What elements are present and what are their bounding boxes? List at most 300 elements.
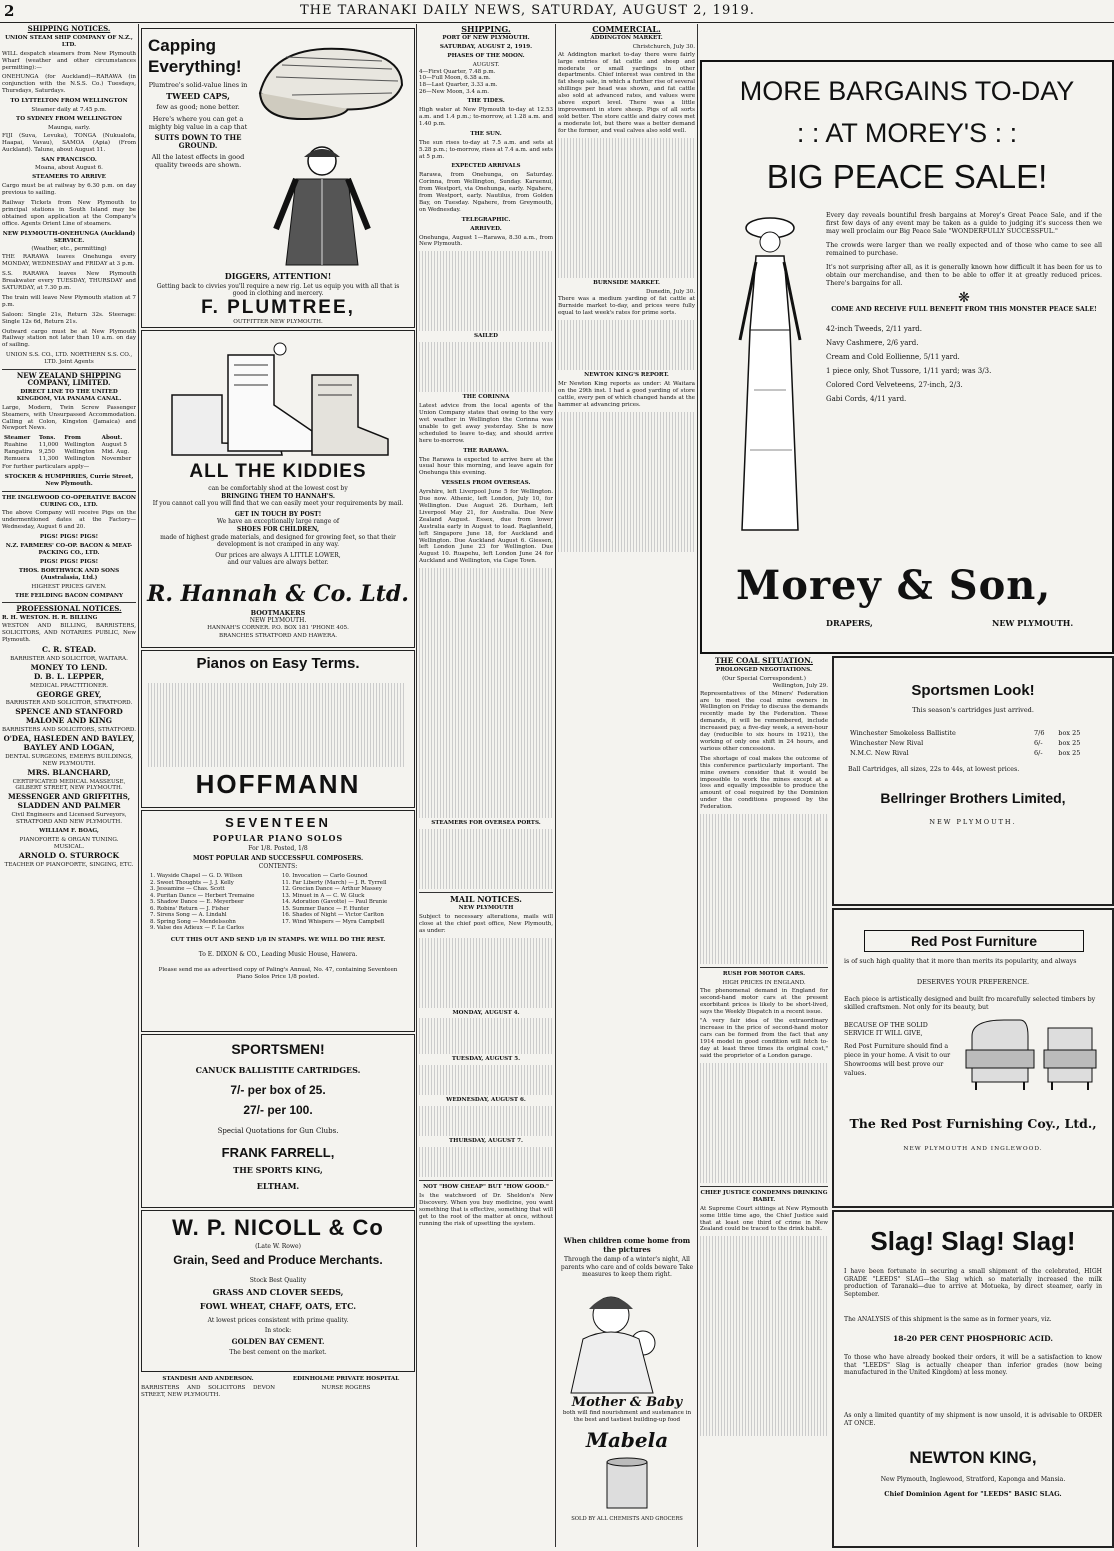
rush-heading: RUSH FOR MOTOR CARS.	[722, 971, 806, 978]
bayley-heading: BAYLEY AND LOGAN,	[23, 742, 115, 752]
feilding-heading: THE FEILDING BACON COMPANY	[15, 592, 123, 599]
grey-text: BARRISTER AND SOLICITOR, STRATFORD.	[5, 700, 133, 707]
moon-item: 18—Last Quarter, 3.33 a.m.	[419, 82, 498, 89]
cartridge-price-table	[848, 728, 1100, 758]
deserves-preference: DESERVES YOUR PREFERENCE.	[916, 978, 1030, 986]
nz-farmers-heading: N.Z. FARMERS' CO-OP. BACON & MEAT-PACKING CO., LTD.	[5, 543, 133, 556]
not-how-cheap: NOT "HOW CHEAP" BUT "HOW GOOD."	[423, 1184, 549, 1191]
few-good: few as good; none better.	[156, 103, 240, 111]
table-cell: 6/-	[1034, 739, 1043, 747]
coal-text-block	[700, 814, 828, 964]
tweed-cap-illustration	[252, 35, 408, 127]
table-row	[848, 738, 1100, 748]
wednesday-text-block	[419, 1106, 553, 1136]
solo-list-right	[282, 873, 410, 925]
civvies-text: Getting back to civvies you'll require a new rig. Let us equip you with all that is good in clothing and mercery.	[156, 283, 400, 297]
rush-text-2: "A very fair idea of the extraordinary increase in the price of second-hand motor cars can be formed from the fact that any 1914 model in good condition will fetch to-day at least three times its original cost," said the proprietor of a London garage.	[700, 1018, 828, 1059]
chief-justice-text-block	[700, 1236, 828, 1436]
slag-analysis: The ANALYSIS of this shipment is the same as in former years, viz.	[844, 1316, 1052, 1323]
morey-np: NEW PLYMOUTH.	[992, 618, 1074, 628]
table-cell: 7/6	[1034, 729, 1045, 737]
price-per-100: 27/- per 100.	[243, 1103, 313, 1117]
rush-text: The phenomenal demand in England for second-hand motor cars at the present exorbitant prices is likely to be short-lived, says the Weekly Dispatch in a recent issue.	[700, 987, 828, 1015]
shortage-text: The shortage of coal makes the outcome of this conference particularly important. The mine owners consider that it would be impossible to work the mines except at a loss and equally impossible to produce the amount of coal required by the Dominion under the conditions proposed by the Federation.	[700, 755, 828, 811]
spence-heading: SPENCE AND STANFORD	[15, 707, 123, 717]
list-item: 17. Wind Whispers — Myra Campbell	[282, 918, 385, 925]
red-post-text: is of such high quality that it more than merits its popularity, and always	[844, 958, 1077, 965]
kiddies-text: can be comfortably shod at the lowest cost by	[208, 485, 348, 492]
table-header-cell: From	[64, 435, 81, 442]
list-item: 5. Shadow Dance — E. Meyerbeer	[150, 899, 244, 905]
monday-heading: MONDAY, AUGUST 4.	[452, 1009, 520, 1016]
wednesday-heading: WEDNESDAY, AUGUST 6.	[446, 1097, 526, 1104]
branches: BRANCHES STRATFORD AND HAWERA.	[218, 633, 338, 639]
nurse-rogers: NURSE ROGERS	[321, 1384, 371, 1391]
morey-text-2: The crowds were larger than we really expected and of those who came to see all remained to purchase.	[826, 242, 1102, 257]
corinna-heading: THE CORINNA	[462, 394, 510, 401]
cap-chance: Here's where you can get a mighty big value in a cap that	[148, 115, 248, 131]
messenger-heading: MESSENGER AND GRIFFITHS,	[7, 792, 131, 802]
newton-king-name: NEWTON KING,	[909, 1448, 1037, 1467]
bringing-line: BRINGING THEM TO HANNAH'S.	[221, 492, 335, 500]
column-rule	[416, 24, 417, 1547]
list-item: Colored Cord Velveteens, 27-inch, 2/3.	[826, 381, 963, 389]
cannot-call: If you cannot call you will find that we can easily meet your requirements by mail.	[152, 500, 404, 508]
column-rule	[138, 24, 139, 1547]
overseas-heading: VESSELS FROM OVERSEAS.	[441, 480, 531, 487]
soldier-illustration	[262, 139, 382, 269]
table-header-cell: Tons.	[38, 435, 56, 442]
farrell-ad	[141, 1034, 415, 1208]
mother-baby-illustration	[561, 1285, 693, 1395]
price-per-25: 7/- per box of 25.	[230, 1083, 326, 1097]
train-text: The train will leave New Plymouth station at 7 p.m.	[2, 294, 136, 308]
list-item: 10. Invocation — Carlo Gounod	[282, 873, 368, 879]
plumtree-lines: Plumtree's solid-value lines in	[148, 81, 248, 89]
borthwick-heading: THOS. BORTHWICK AND SONS (Australasia, Ltd.)	[18, 567, 120, 581]
table-cell: Rangatira	[4, 449, 33, 456]
moon-phases: PHASES OF THE MOON.	[447, 52, 525, 59]
stead-text: BARRISTER AND SOLICITOR, WAITARA.	[10, 655, 128, 662]
list-item: Cream and Cold Eollienne, 5/11 yard.	[826, 353, 960, 361]
when-children: When children come home from the pictures	[563, 1236, 691, 1254]
newton-text: Mr Newton King reports as under: At Waitara on the 29th inst. I had a good yarding of store cattle, every pen of which changed hands at the hammer at advancing prices.	[558, 381, 695, 408]
get-in-touch: GET IN TOUCH BY POST!	[234, 510, 322, 518]
sturrock-text: TEACHER OF PIANOFORTE, SINGING, ETC.	[4, 861, 134, 868]
outfitter-line: OUTFITTER NEW PLYMOUTH.	[233, 319, 323, 325]
newton-king-report: NEWTON KING'S REPORT.	[584, 372, 669, 379]
list-item: 13. Minuet in A — C. W. Gluck	[282, 892, 365, 899]
wellington-date: Wellington, July 29.	[772, 682, 828, 689]
table-cell: August 5	[101, 442, 127, 449]
table-cell: 11,000	[38, 442, 59, 449]
union-company-heading: UNION STEAM SHIP COMPANY OF N.Z., LTD.	[5, 34, 133, 48]
shipping-notices-heading: SHIPPING NOTICES.	[27, 24, 111, 33]
maunga: Maunga, early.	[47, 124, 91, 131]
morey-body	[826, 212, 1102, 406]
rarawa-text: The Rarawa is expected to arrive here at the usual hour this morning, and leave again for Onehunga this evening.	[419, 456, 553, 477]
special-correspondent: (Our Special Correspondent.)	[722, 675, 806, 682]
red-post-company: The Red Post Furnishing Coy., Ltd.,	[849, 1116, 1097, 1131]
expected-text: Rarawa, from Onehunga, on Saturday. Corinna, from Wellington, Sunday. Karuenui, from Westport, via Onehunga, early. Ngahere, from Westport, early. Nautilus, from Golden Bay, on Tuesday. Ngahere, from Greymouth, on Wednesday.	[419, 172, 553, 213]
order-at-once: As only a limited quantity of my shipment is now unsold, it is advisable to ORDER AT ONCE.	[844, 1412, 1102, 1427]
shipping-date: SATURDAY, AUGUST 2, 1919.	[439, 43, 533, 50]
lepper-text: MEDICAL PRACTITIONER.	[29, 682, 109, 689]
list-item: 6. Robins' Return — J. Fisher	[150, 905, 230, 912]
list-item: Gabi Cords, 4/11 yard.	[826, 395, 907, 403]
list-item: 2. Sweet Thoughts — J. J. Kelly	[150, 879, 234, 886]
large-steamers: Large, Modern, Twin Screw Passenger Steamers, with Unsurpassed Accommodation. Calling at Colon, Kingston (Jamaica) and Newport News.	[2, 404, 136, 432]
page-title: THE TARANAKI DAILY NEWS, SATURDAY, AUGUST 2, 1919.	[300, 3, 755, 18]
hannah-ad	[141, 330, 415, 648]
addington-heading: ADDINGTON MARKET.	[590, 34, 663, 41]
mail-text-block	[419, 938, 553, 1008]
in-stock: In stock:	[264, 1327, 292, 1334]
list-item: 3. Jessamine — Chas. Scott	[150, 886, 225, 892]
piano-price-table	[148, 683, 406, 767]
sold-by: SOLD BY ALL CHEMISTS AND GROCERS	[571, 1515, 683, 1522]
lepper-heading: D. B. L. LEPPER,	[33, 671, 105, 681]
list-item: 42-inch Tweeds, 2/11 yard.	[826, 325, 923, 333]
august-label: AUGUST.	[472, 61, 500, 68]
burnside-text-block	[558, 320, 695, 370]
addington-text: At Addington market to-day there were fairly large entries of fat cattle and sheep and moderate or small yardings in other departments. Chief interest was centred in the fat sheep sale, in which a further rise of several shillings per head was shown, and fat cattle also sold at advanced rates, and values were above export level. There was a little improvement in store sheep. Pigs of all sorts sold better. The store cattle and dairy cows met a moderate lot, but there was a better demand for the former, and veal calves also sold well.	[558, 51, 695, 134]
list-item: 1. Wayside Chapel — G. D. Wilson	[150, 873, 243, 879]
red-post-title: Red Post Furniture	[864, 930, 1084, 952]
price-line: For 1/8. Posted, 1/8	[248, 845, 308, 852]
drapers: DRAPERS,	[826, 618, 873, 628]
steamers-overseas-heading: STEAMERS FOR OVERSEA PORTS.	[431, 820, 541, 827]
mail-notices-heading: MAIL NOTICES.	[450, 894, 522, 905]
table-cell: Winchester Smokeless Ballistite	[850, 729, 956, 737]
sturrock-heading: ARNOLD O. STURROCK	[18, 850, 120, 860]
inglewood-heading: THE INGLEWOOD CO-OPERATIVE BACON CURING CO., LTD.	[2, 494, 136, 508]
ball-cartridges: Ball Cartridges, all sizes, 22s to 44s, at lowest prices.	[848, 766, 1020, 773]
newton-king-places: New Plymouth, Inglewood, Stratford, Kaponga and Mansia.	[880, 1476, 1066, 1483]
column-rule	[697, 24, 698, 1547]
pianos-title: Pianos on Easy Terms.	[196, 655, 360, 672]
steamers-to-arrive: STEAMERS TO ARRIVE	[32, 174, 106, 181]
telegraphic-heading: TELEGRAPHIC.	[461, 216, 511, 223]
standish-text: BARRISTERS AND SOLICITORS DEVON STREET, NEW PLYMOUTH.	[141, 1384, 275, 1398]
monday-text-block	[419, 1018, 553, 1054]
capping-title: Capping Everything!	[148, 36, 242, 76]
list-item: Navy Cashmere, 2/6 yard.	[826, 339, 919, 347]
seventeen: SEVENTEEN	[225, 815, 331, 830]
diggers-attention: DIGGERS, ATTENTION!	[224, 271, 332, 281]
sun-heading: THE SUN.	[470, 130, 502, 137]
hannah-corner: HANNAH'S CORNER. P.O. BOX 181 'PHONE 405.	[207, 625, 349, 631]
sailed-text-block	[419, 342, 553, 392]
nicoll-name: W. P. NICOLL & Co	[172, 1215, 384, 1240]
table-header-row	[2, 435, 136, 442]
stock-best: Stock Best Quality	[249, 1277, 307, 1284]
list-item: 11. Far Liberty (March) — J. R. Tyrrell	[282, 879, 387, 886]
chief-justice-heading: CHIEF JUSTICE CONDEMNS DRINKING HABIT.	[700, 1189, 828, 1203]
not-how-text: Is the watchword of Dr. Sheldon's New Discovery. When you buy medicine, you want something that is effective, something that will get to the root of the matter at once, without running the risk of upsetting the system.	[419, 1193, 553, 1227]
highest-prices: HIGHEST PRICES GIVEN.	[31, 583, 107, 590]
onehunga-text: ONEHUNGA (for Auckland)—RARAWA (in conjunction with the N.S.S. Co.) Tuesdays, Thursdays, Saturdays.	[2, 74, 136, 95]
table-row	[848, 728, 1100, 738]
steamers-text-block	[419, 829, 553, 889]
mabela-tin-icon	[597, 1456, 657, 1512]
each-piece-text: Each piece is artistically designed and built fro mcarefully selected timbers by skilled craftsmen. Not only for its beauty, but	[844, 996, 1096, 1011]
contents: CONTENTS:	[258, 863, 298, 870]
hannah-np: NEW PLYMOUTH.	[249, 617, 307, 624]
piano-solos-ad	[141, 810, 415, 1032]
thursday-text-block	[419, 1147, 553, 1177]
rarawa-text: THE RARAWA leaves Onehunga every MONDAY, WEDNESDAY and FRIDAY at 3 p.m.	[2, 254, 136, 268]
table-row	[848, 748, 1100, 758]
shipping-column	[419, 24, 553, 1548]
shipping-notices-column	[2, 24, 136, 1548]
ornament-icon: ❋	[958, 290, 970, 306]
musical-heading: MUSICAL.	[53, 843, 85, 850]
stocker-humphries: STOCKER & HUMPHRIES, Currie Street, New Plymouth.	[4, 473, 134, 487]
particulars: For further particulars apply—	[2, 463, 90, 470]
steamer-daily: Steamer daily at 7.45 p.m.	[31, 107, 107, 114]
tuesday-text-block	[419, 1065, 553, 1095]
mail-text: Subject to necessary alterations, mails will close at the chief post office, New Plymouth, as under:	[419, 913, 553, 934]
blanchard-heading: MRS. BLANCHARD,	[27, 767, 111, 777]
overseas-text-block	[419, 568, 553, 818]
burnside-heading: BURNSIDE MARKET.	[593, 279, 660, 286]
direct-line: DIRECT LINE TO THE UNITED KINGDOM, VIA PANAMA CANAL.	[16, 388, 122, 402]
plumtree-text	[146, 81, 250, 169]
boag-text: PIANOFORTE & ORGAN TUNING.	[19, 836, 119, 843]
arrivals-text-block	[419, 251, 553, 331]
to-lyttelton: TO LYTTELTON FROM WELLINGTON	[10, 98, 128, 105]
list-item: 7. Sirens Song — A. Lindahl	[150, 912, 227, 918]
standish-notice	[141, 1374, 275, 1544]
plumtree-ad	[141, 28, 415, 328]
shoes-heading: SHOES FOR CHILDREN,	[236, 525, 320, 533]
hoffmann: HOFFMANN	[195, 769, 361, 799]
grain-merchants: Grain, Seed and Produce Merchants.	[173, 1253, 383, 1267]
column-rule	[555, 24, 556, 1547]
table-cell: 9,250	[38, 449, 55, 456]
table-cell: November	[101, 456, 132, 463]
union-agents: UNION S.S. CO., LTD. NORTHERN S.S. CO., LTD. Joint Agents	[5, 352, 133, 366]
range-text: We have an exceptionally large range of	[216, 518, 340, 526]
commercial-column	[558, 24, 695, 644]
table-header-cell: About.	[101, 435, 123, 442]
leeds-agent: Chief Dominion Agent for "LEEDS" BASIC SLAG.	[884, 1490, 1062, 1498]
red-post-ad	[832, 908, 1114, 1208]
corinna-text: Latest advice from the local agents of the Union Company states that owing to the very wet weather in Wellington the Corinna was unable to get away yesterday. She is now scheduled to leave to-day, and should arrive here to-morrow.	[419, 403, 553, 444]
news-column	[700, 656, 828, 1544]
kiddies-body	[148, 485, 408, 567]
pigs-heading: PIGS! PIGS! PIGS!	[39, 534, 99, 541]
table-cell: 6/-	[1034, 749, 1043, 757]
tides-text: High water at New Plymouth to-day at 12.53 a.m. and 1.4 p.m.; to-morrow, at 1.28 a.m. and 1.40 p.m.	[419, 107, 553, 127]
mabela-ad	[558, 1236, 696, 1544]
table-row	[2, 442, 136, 449]
golden-bay-cement: GOLDEN BAY CEMENT.	[231, 1337, 325, 1346]
eltham: ELTHAM.	[256, 1181, 300, 1191]
tides-heading: THE TIDES.	[467, 98, 505, 105]
list-item: 8. Spring Song — Mendelssohn	[150, 918, 236, 925]
slag-text-2: To those who have already booked their orders, it will be a satisfaction to know that "LEEDS" Slag is actually cheaper than inferior grades (now being manufactured in the United Kingdom) at less money.	[844, 1354, 1102, 1377]
np-onehunga-service: NEW PLYMOUTH-ONEHUNGA (Auckland) SERVICE.	[2, 230, 136, 244]
suits-down: SUITS DOWN TO THE GROUND.	[154, 133, 242, 150]
coal-heading: THE COAL SITUATION.	[714, 656, 814, 665]
table-cell: Winchester New Rival	[850, 739, 924, 747]
sladden-text: Civil Engineers and Licensed Surveyors, STRATFORD AND NEW PLYMOUTH.	[11, 812, 127, 826]
sportsmen-title: SPORTSMEN!	[231, 1041, 325, 1057]
bellringer-np: NEW PLYMOUTH.	[929, 818, 1017, 826]
newton-text-block	[558, 412, 695, 552]
addington-date: Christchurch, July 30.	[632, 43, 695, 50]
shoes-text: made of highest grade materials, and designed for growing feet, so that their development is not cramped in any way.	[160, 533, 396, 549]
solo-list-left	[150, 873, 278, 932]
table-header-cell: Steamer	[4, 435, 31, 442]
list-item: 14. Adoration (Gavotte) — Paul Brunie	[282, 899, 388, 905]
coal-text: Representatives of the Miners' Federation are to meet the coal mine owners in Wellington on Friday to discuss the demands recently made by the Federation. These demands, it will be remembered, include increased pay, a five-day week, a seven-hour day (reducible to six hours in 1921), the working of only one shift in 24 hours, and various other concessions.	[700, 690, 828, 752]
latest-effects: All the latest effects in good quality tweeds are shown.	[151, 153, 245, 169]
bellringer-name: Bellringer Brothers Limited,	[880, 790, 1066, 806]
table-row	[2, 456, 136, 463]
armchair-illustration	[964, 1016, 1100, 1092]
list-item: 4. Puritan Dance — Herbert Tremaine	[150, 892, 255, 899]
cartridges-arrived: This season's cartridges just arrived.	[912, 706, 1034, 714]
moon-item: 26—New Moon, 3.4 a.m.	[419, 89, 489, 96]
late-rowe: (Late W. Rowe)	[255, 1243, 301, 1250]
table-cell: 11,300	[38, 456, 59, 463]
gun-club-quotations: Special Quotations for Gun Clubs.	[217, 1127, 339, 1135]
prices-lower: Our prices are always A LITTLE LOWER,	[215, 551, 341, 559]
grey-heading: GEORGE GREY,	[36, 689, 102, 699]
morey-text-1: Every day reveals bountiful fresh bargains at Morey's Great Peace Sale, and if the first few days of any event may be taken as a guide to judging it's success then we may well proclaim our Big Peace Sale "WONDERFULLY SUCCESSFUL."	[826, 212, 1102, 235]
to-sydney: TO SYDNEY FROM WELLINGTON	[16, 115, 122, 122]
sladden-heading: SLADDEN AND PALMER	[17, 801, 121, 811]
lady-figure-illustration	[724, 210, 814, 540]
dixon-address: To E. DIXON & CO., Leading Music House, Hawera.	[198, 951, 358, 958]
fowl-wheat: FOWL WHEAT, CHAFF, OATS, ETC.	[199, 1301, 357, 1311]
port-heading: PORT OF NEW PLYMOUTH.	[442, 34, 530, 41]
sports-king: THE SPORTS KING,	[233, 1165, 323, 1175]
farrell-name: FRANK FARRELL,	[221, 1145, 335, 1160]
phosphoric-acid: 18-20 PER CENT PHOSPHORIC ACID.	[893, 1334, 1053, 1343]
moon-item: 4—First Quarter, 7.48 p.m.	[419, 68, 496, 75]
moana: Moana, about August 6.	[35, 165, 103, 172]
ss-rarawa-text: S.S. RARAWA leaves New Plymouth Breakwater every TUESDAY, THURSDAY and SATURDAY, at 7.30 p.m.	[2, 271, 136, 291]
list-item: 9. Valse des Adieux — F. Le Carlos	[150, 925, 245, 931]
page-number: 2	[4, 2, 15, 20]
nicoll-ad	[141, 1210, 415, 1372]
table-cell: Mid. Aug.	[101, 449, 130, 456]
at-moreys: : : AT MOREY'S : :	[796, 118, 1018, 148]
composers: MOST POPULAR AND SUCCESSFUL COMPOSERS.	[192, 855, 364, 862]
mail-np: NEW PLYMOUTH	[458, 904, 514, 911]
boag-heading: WILLIAM F. BOAG,	[39, 828, 99, 834]
table-cell: Remuera	[4, 456, 30, 463]
values-better: and our values are always better.	[227, 559, 329, 567]
table-cell: box 25	[1058, 729, 1081, 737]
mother-baby-title: Mother & Baby	[571, 1394, 683, 1410]
stead-heading: C. R. STEAD.	[42, 644, 96, 654]
weston-names: R. H. WESTON. H. R. BILLING	[2, 615, 98, 622]
burnside-date: Dunedin, July 30.	[646, 288, 695, 295]
arrived-heading: ARRIVED.	[470, 225, 502, 232]
list-item: 1 piece only, Shot Tussore, 1/11 yard; was 3/3.	[826, 367, 992, 375]
popular-piano-solos: POPULAR PIANO SOLOS	[212, 833, 344, 843]
thursday-heading: THURSDAY, AUGUST 7.	[449, 1138, 523, 1145]
children-shoes-illustration	[162, 335, 394, 457]
lowest-prices: At lowest prices consistent with prime quality.	[207, 1317, 349, 1324]
table-cell: N.M.C. New Rival	[850, 749, 909, 757]
slag-text: I have been fortunate in securing a small shipment of the celebrated, HIGH GRADE "LEEDS" SLAG—the Slag which so materially increased the milk production of Taranaki—due to arrive at Motueka, by direct steamer, early in September.	[844, 1268, 1102, 1298]
rarawa-heading: THE RARAWA.	[463, 447, 509, 454]
inglewood-text: The above Company will receive Pigs on the undermentioned dates at the Factory—Wednesday, August 6 and 20.	[2, 510, 136, 531]
morey-ad	[700, 60, 1114, 654]
kiddies-title: ALL THE KIDDIES	[189, 461, 367, 482]
weston-firm: WESTON AND BILLING, BARRISTERS, SOLICITORS, AND NOTARIES PUBLIC, New Plymouth.	[2, 623, 136, 644]
moon-item: 10—Full Moon, 6.38 a.m.	[419, 75, 491, 82]
because-service: BECAUSE OF THE SOLID SERVICE IT WILL GIVE,	[844, 1022, 928, 1037]
money-to-lend: MONEY TO LEND.	[30, 662, 108, 672]
list-item: 15. Summer Dance — F. Hunter	[282, 905, 370, 912]
list-item: 16. Shades of Night — Victor Carlton	[282, 912, 384, 918]
hasleden-heading: O'DEA, HASLEDEN AND BAYLEY,	[3, 734, 135, 744]
professional-notices-heading: PROFESSIONAL NOTICES.	[16, 604, 122, 614]
steamer-table	[2, 435, 136, 463]
grass-seeds: GRASS AND CLOVER SEEDS,	[212, 1287, 344, 1297]
pianos-ad	[141, 650, 415, 808]
outward-text: Outward cargo must be at New Plymouth Railway station not later than 10 a.m. on day of sailing.	[2, 328, 136, 349]
addington-text-block	[558, 138, 695, 278]
san-francisco: SAN FRANCISCO.	[41, 156, 97, 163]
cut-out: CUT THIS OUT AND SEND 1/8 IN STAMPS. WE WILL DO THE REST.	[170, 937, 386, 943]
slag-ad	[832, 1210, 1114, 1548]
bellringer-ad	[832, 656, 1114, 906]
table-cell: Wellington	[64, 456, 95, 463]
morey-text-3: It's not surprising after all, as it is generally known how difficult it has been for us to obtain our merchandise, and then to be able to offer it at greatly reduced prices. There's bargains for all.	[826, 264, 1102, 287]
masthead	[0, 0, 1114, 23]
table-cell: Wellington	[64, 449, 95, 456]
hannah-logo: R. Hannah & Co. Ltd.	[147, 581, 409, 607]
morey-items	[826, 322, 1102, 406]
table-cell: Wellington	[64, 442, 95, 449]
sportsmen-look-title: Sportsmen Look!	[911, 682, 1035, 699]
commercial-heading: COMMERCIAL.	[592, 24, 661, 34]
saloon-text: Saloon: Single 21s, Return 32s. Steerage: Single 12s 6d, Return 21s.	[2, 311, 136, 325]
table-cell: Ruahine	[4, 442, 28, 449]
edinholme-heading: EDINHOLME PRIVATE HOSPITAL	[292, 1376, 400, 1382]
pigs-heading: PIGS! PIGS! PIGS!	[39, 558, 99, 565]
more-bargains: MORE BARGAINS TO-DAY	[739, 76, 1075, 106]
overseas-text: Ayrshire, left Liverpool June 5 for Wellington. Due now. Athenic, left London, July 10, for Wellington. Due August 26. Durham, left Liverpool May 21, for Australia. Due New Zealand August. Essex, due from lower Australia early in August to load. Raglanfield, left Singapore June 18, for Auckland and Wellington. Due Auckland August 6. Giessen, left London June 23 for Wellington. Due August 10. Ruapehu, left London June 24 for Auckland and Wellington, via Cape Town.	[419, 489, 553, 565]
bootmakers: BOOTMAKERS	[250, 609, 306, 617]
morey-name: Morey & Son,	[736, 562, 1052, 609]
big-peace-sale: BIG PEACE SALE!	[766, 158, 1048, 195]
prolonged-heading: PROLONGED NEGOTIATIONS.	[716, 666, 812, 673]
slag-title: Slag! Slag! Slag!	[870, 1226, 1076, 1256]
sun-text: The sun rises to-day at 7.5 a.m. and sets at 5.28 p.m.; to-morrow, rises at 7.4 a.m. and sets at 5 p.m.	[419, 139, 553, 160]
list-item: 12. Grecian Dance — Arthur Massey	[282, 886, 382, 892]
edinholme-notice	[280, 1374, 412, 1544]
railway-text: Railway Tickets from New Plymouth to principal stations in South Island may be obtained upon application at the Company's office. Agents Orient Line of steamers.	[2, 200, 136, 227]
canuck-cartridges: CANUCK BALLISTITE CARTRIDGES.	[195, 1065, 361, 1075]
burnside-text: There was a medium yarding of fat cattle at Burnside market to-day, and prices were fully equal to last week's rates for prime sorts.	[558, 296, 695, 317]
arrived-text: Onehunga, August 1—Rarawa, 8.30 a.m., from New Plymouth.	[419, 234, 553, 248]
expected-heading: EXPECTED ARRIVALS	[451, 163, 521, 170]
mabela-logo: Mabela	[585, 1427, 669, 1452]
union-text: WILL despatch steamers from New Plymouth Wharf (weather and other circumstances permitting):—	[2, 50, 136, 71]
dixon-text: Please send me as advertised copy of Paling's Annual, No. 47, containing Seventeen Piano Solos Price 1/8 posted.	[158, 967, 398, 980]
high-prices: HIGH PRICES IN ENGLAND.	[722, 979, 806, 986]
when-children-text: Through the damp of a winter's night, All parents who care and of colds beware Take measures to keep them right.	[560, 1256, 694, 1278]
